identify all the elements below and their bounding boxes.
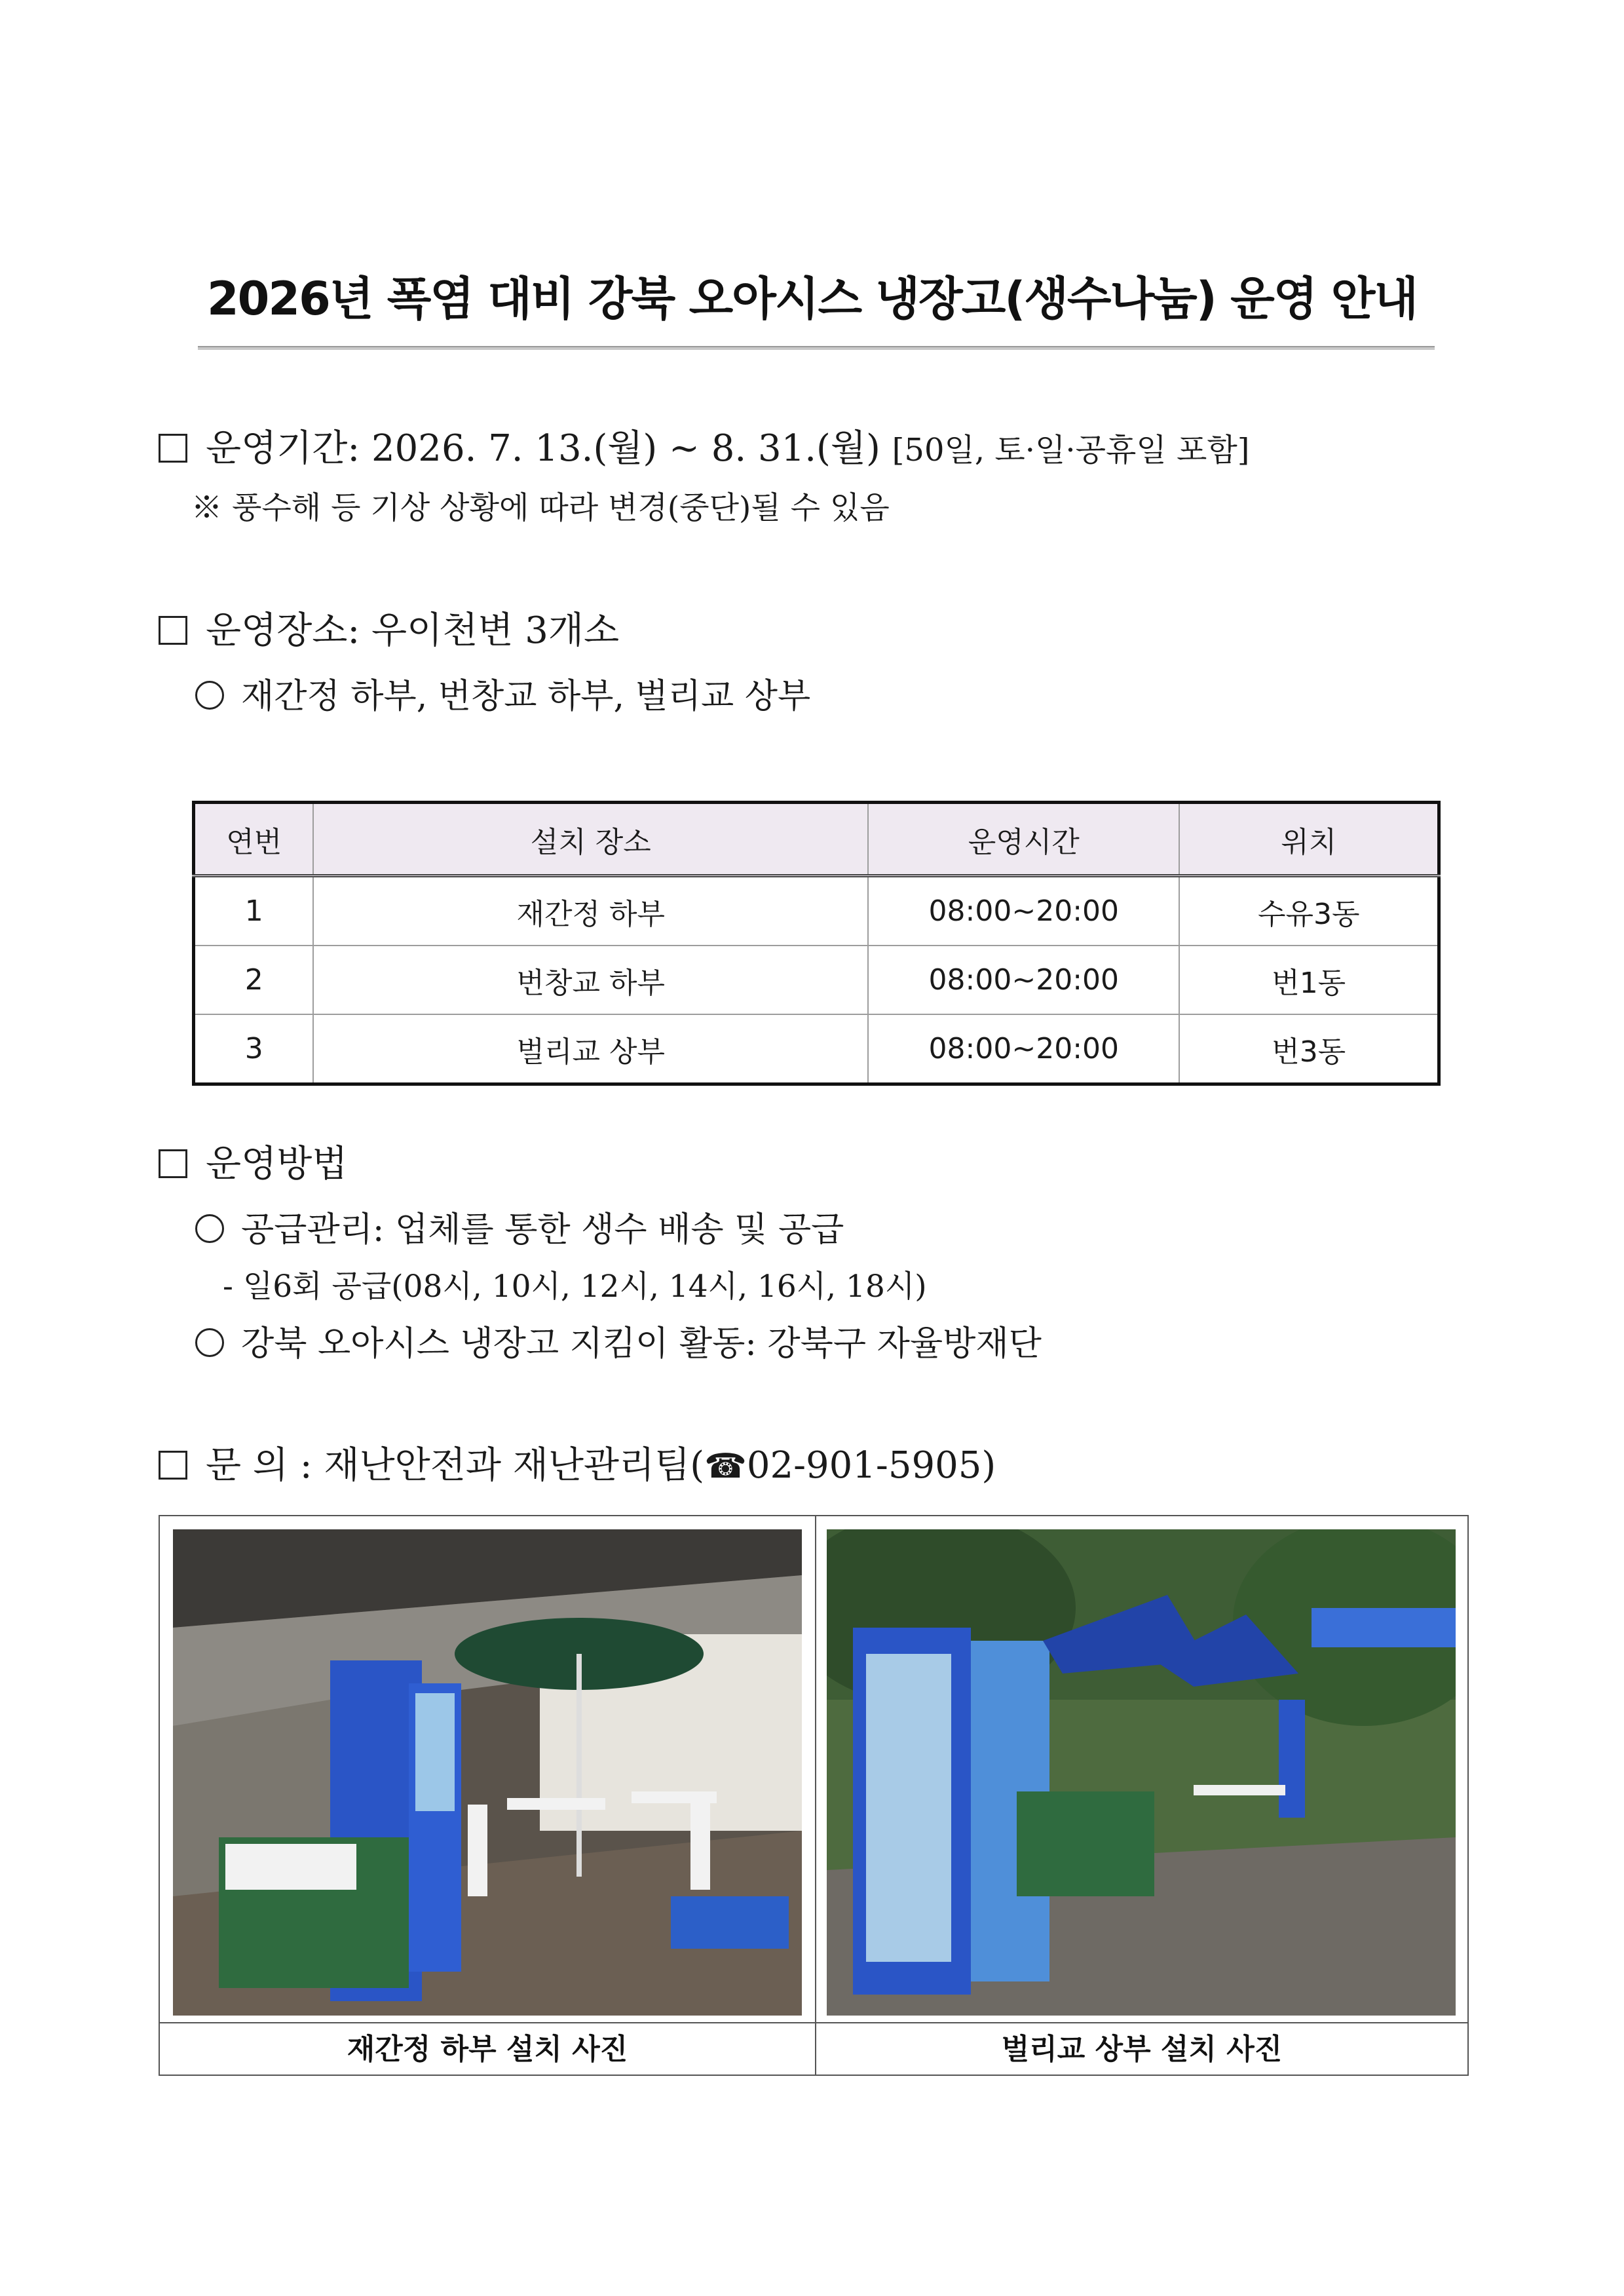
photo-table	[159, 1515, 1469, 2076]
square-bullet-icon	[159, 616, 187, 645]
period-line	[159, 419, 1249, 472]
cell-district: 번1동	[1179, 946, 1439, 1014]
schedule-table	[192, 801, 1441, 1086]
table-row	[194, 946, 1439, 1014]
circle-bullet-icon	[195, 681, 224, 710]
location-line	[159, 602, 619, 654]
period-note: ※ 풍수해 등 기상 상황에 따라 변경(중단)될 수 있음	[191, 490, 890, 526]
cell-hours: 08:00~20:00	[868, 876, 1179, 946]
location-detail: 재간정 하부, 번창교 하부, 벌리교 상부	[241, 677, 811, 716]
keeper-line	[195, 1316, 1042, 1365]
supply-line	[195, 1202, 844, 1251]
cell-hours: 08:00~20:00	[868, 1014, 1179, 1084]
table-row	[194, 876, 1439, 946]
circle-bullet-icon	[195, 1328, 224, 1357]
square-bullet-icon	[159, 434, 187, 463]
period-detail: [50일, 토·일·공휴일 포함]	[892, 432, 1250, 469]
square-bullet-icon	[159, 1149, 187, 1178]
circle-bullet-icon	[195, 1214, 224, 1243]
square-bullet-icon	[159, 1451, 187, 1480]
method-line	[159, 1135, 347, 1187]
location-detail-line	[195, 668, 810, 718]
photo-jaeganjeong-image	[173, 1529, 802, 2016]
photo-beolligyo-image	[827, 1529, 1456, 2016]
cell-place: 번창교 하부	[313, 946, 868, 1014]
location-label: 운영장소: 우이천변 3개소	[206, 609, 620, 652]
table-row	[194, 1014, 1439, 1084]
method-label: 운영방법	[206, 1143, 348, 1185]
table-header-row	[194, 803, 1439, 876]
photo-jaeganjeong	[173, 1529, 802, 2016]
col-header-number: 연번	[194, 803, 314, 876]
supply-text: 공급관리: 업체를 통한 생수 배송 및 공급	[241, 1210, 844, 1250]
photo-caption-jaeganjeong: 재간정 하부 설치 사진	[347, 2033, 628, 2066]
cell-place: 벌리교 상부	[313, 1014, 868, 1084]
supply-detail: - 일6회 공급(08시, 10시, 12시, 14시, 16시, 18시)	[223, 1269, 927, 1305]
cell-number: 2	[194, 946, 314, 1014]
period-label: 운영기간: 2026. 7. 13.(월) ~ 8. 31.(월)	[206, 427, 880, 470]
photo-beolligyo	[827, 1529, 1456, 2016]
telephone-icon: ☎	[704, 1447, 747, 1486]
title-underline	[198, 346, 1435, 350]
cell-district: 수유3동	[1179, 876, 1439, 946]
contact-label: 문 의 : 재난안전과 재난관리팀(	[206, 1444, 705, 1487]
col-header-hours: 운영시간	[868, 803, 1179, 876]
cell-place: 재간정 하부	[313, 876, 868, 946]
contact-line	[159, 1436, 996, 1489]
cell-number: 3	[194, 1014, 314, 1084]
photo-caption-beolligyo: 벌리교 상부 설치 사진	[1001, 2033, 1283, 2066]
photo-divider	[815, 1516, 816, 2075]
cell-hours: 08:00~20:00	[868, 946, 1179, 1014]
cell-district: 번3동	[1179, 1014, 1439, 1084]
col-header-district: 위치	[1179, 803, 1439, 876]
contact-phone: 02-901-5905)	[746, 1444, 996, 1487]
keeper-text: 강북 오아시스 냉장고 지킴이 활동: 강북구 자율방재단	[241, 1324, 1042, 1364]
col-header-place: 설치 장소	[313, 803, 868, 876]
page-title: 2026년 폭염 대비 강북 오아시스 냉장고(생수나눔) 운영 안내	[206, 272, 1418, 326]
cell-number: 1	[194, 876, 314, 946]
